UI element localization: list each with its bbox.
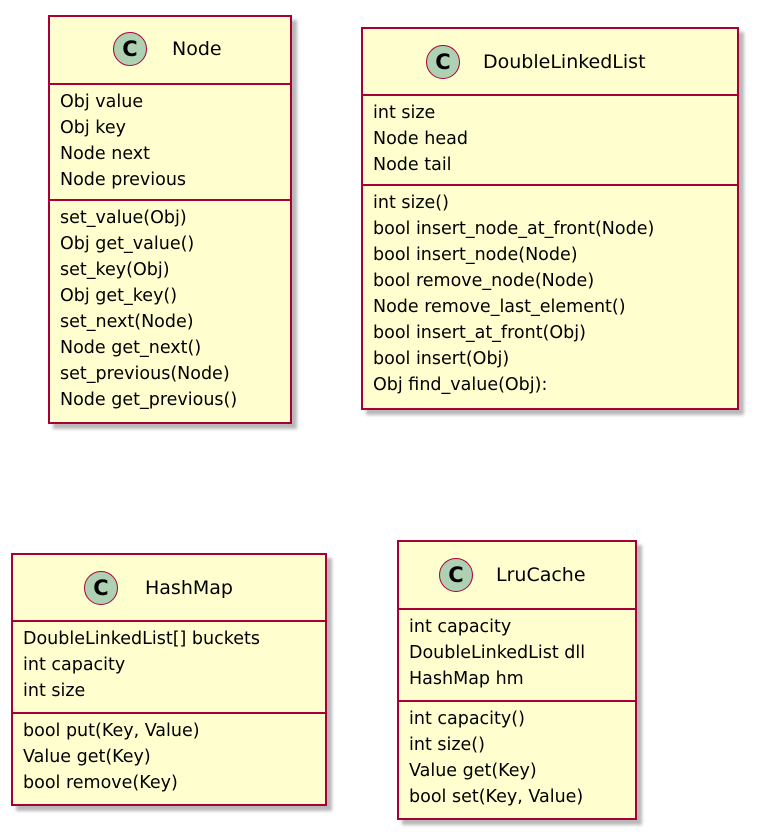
class-fields — [50, 85, 290, 201]
field: Node head — [373, 129, 468, 149]
field: Node previous — [60, 170, 187, 190]
class-methods — [363, 186, 737, 398]
class-fields — [399, 610, 635, 702]
class-header — [363, 29, 737, 96]
method: Value get(Key) — [23, 747, 151, 767]
class-name: LruCache — [496, 564, 586, 586]
class-methods — [399, 702, 635, 810]
method: bool insert_node_at_front(Node) — [373, 219, 655, 239]
method: Obj find_value(Obj): — [373, 375, 548, 395]
field: Node next — [60, 144, 151, 164]
class-name: Node — [172, 38, 222, 60]
method: bool remove(Key) — [23, 773, 178, 793]
class-double-linked-list — [361, 27, 739, 410]
class-methods — [50, 201, 290, 413]
field: HashMap hm — [409, 669, 524, 689]
field: DoubleLinkedList dll — [409, 643, 586, 663]
method: Node remove_last_element() — [373, 297, 626, 317]
field: int size — [23, 681, 86, 701]
method: int size() — [373, 193, 449, 213]
class-hash-map — [11, 553, 327, 806]
method: int capacity() — [409, 709, 525, 729]
class-node — [48, 15, 292, 424]
class-stereotype-icon: C — [113, 32, 147, 66]
method: Node get_next() — [60, 338, 202, 358]
class-name: HashMap — [145, 577, 233, 599]
method: bool insert_at_front(Obj) — [373, 323, 586, 343]
field: Obj key — [60, 118, 126, 138]
field: int capacity — [409, 617, 512, 637]
class-header — [13, 555, 325, 622]
method: set_value(Obj) — [60, 208, 187, 228]
method: set_previous(Node) — [60, 364, 230, 384]
field: Obj value — [60, 92, 144, 112]
method: set_key(Obj) — [60, 260, 170, 280]
class-fields — [13, 622, 325, 714]
method: int size() — [409, 735, 485, 755]
class-lru-cache — [397, 540, 637, 820]
field: Node tail — [373, 155, 452, 175]
class-stereotype-icon: C — [426, 45, 460, 79]
field: DoubleLinkedList[] buckets — [23, 629, 260, 649]
class-stereotype-icon: C — [84, 571, 118, 605]
method: bool put(Key, Value) — [23, 721, 200, 741]
class-fields — [363, 96, 737, 186]
method: bool insert_node(Node) — [373, 245, 578, 265]
field: int capacity — [23, 655, 126, 675]
class-stereotype-icon: C — [439, 558, 473, 592]
method: bool insert(Obj) — [373, 349, 510, 369]
method: bool remove_node(Node) — [373, 271, 595, 291]
method: Node get_previous() — [60, 390, 238, 410]
class-header — [399, 542, 635, 610]
field: int size — [373, 103, 436, 123]
method: Obj get_value() — [60, 234, 195, 254]
method: set_next(Node) — [60, 312, 194, 332]
class-header — [50, 17, 290, 85]
method: Obj get_key() — [60, 286, 178, 306]
method: Value get(Key) — [409, 761, 537, 781]
class-name: DoubleLinkedList — [483, 51, 646, 73]
class-methods — [13, 714, 325, 796]
method: bool set(Key, Value) — [409, 787, 584, 807]
